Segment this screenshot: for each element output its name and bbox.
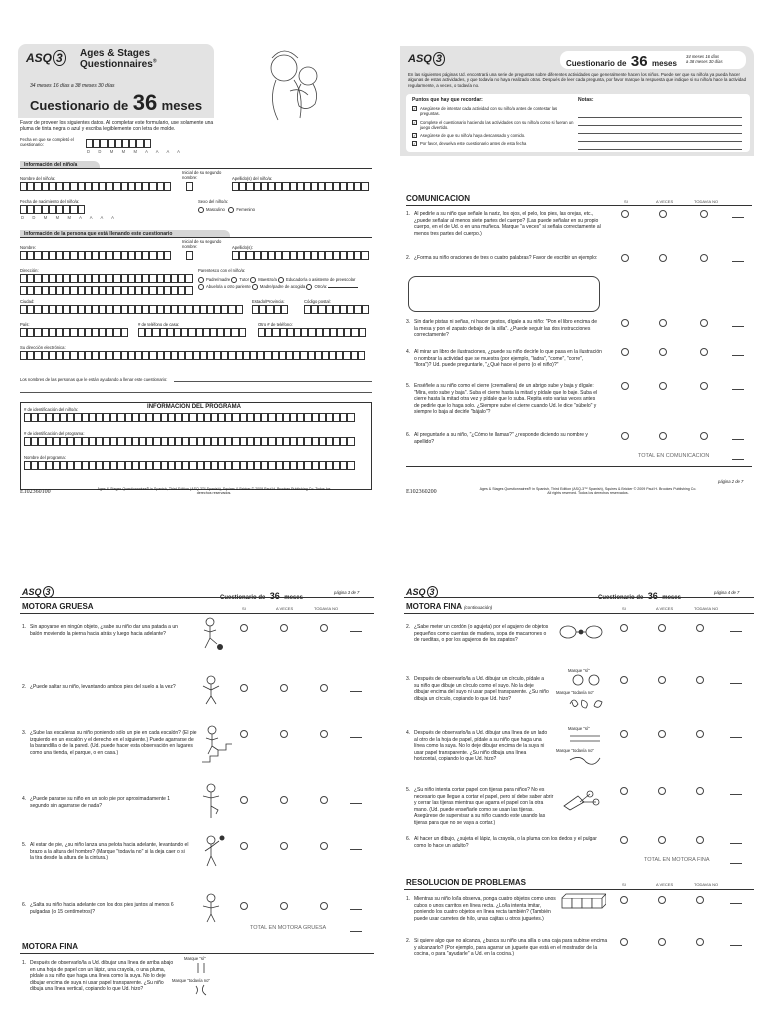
q3-notyet-radio[interactable] — [320, 730, 328, 738]
remember-heading: Puntos que hay que recordar: — [412, 97, 483, 103]
q6-notyet-radio[interactable] — [696, 836, 704, 844]
q2-yes-radio[interactable] — [240, 684, 248, 692]
relation-label: Parentesco con el niño/a: — [198, 268, 246, 273]
q6-notyet-radio[interactable] — [320, 902, 328, 910]
q6-score[interactable] — [350, 909, 362, 910]
q4-yes-radio[interactable] — [621, 348, 629, 356]
q3-yes-radio[interactable] — [620, 676, 628, 684]
brand-title: Ages & Stages Questionnaires® — [80, 48, 157, 70]
total-label: TOTAL EN COMUNICACION — [638, 453, 710, 459]
page-3-gross-motor: ASQ 3 Cuestionario de 36 meses página 3 de 7 MOTORA GRUESA SI A VECES TODAVIA NO 1. Sin apoyarse en ningún objeto, ¿sabe su niño dar una patada a un balón moviendo la pierna hacia atrás y luego hacia adelante? 2. ¿Puede saltar su niño, levantando ambos pies del suelo a la vez? 3. ¿Sube las escaleras su niño poniendo sólo un pie en cada escalón? (El pie izquierdo en un escalón y el derecho en el siguiente.) Puede agarrarse de la barandilla o de la pared. (Ud. puede hacer esta observación en lugares como una tienda, el parque, o en casa.) 4. ¿Puede pararse su niño en un solo pie por aproximadamente 1 segundo sin agarrarse de nada? 5. Al estar de pie, ¿su niño lanza una pelota hacia adelante, levantando el brazo a la altura del hombro? (Marque "todavía no" si la deja caer o si la tira desde la altura de la cintura.) 6. ¿Salta su niño hacia adelante con los dos pies juntos al menos 6 pulgadas (o 15 centímetros)? TOTAL EN MOTORA GRUESA MOTORA FINA 1. Después de observarlo/la a Ud. dibujar una línea de arriba abajo en una hoja de papel con un lápiz, una crayola, o una pluma, pídale a su niño que haga una línea como la suya. No lo deje dibujar encima de suya ni usar papel transparente. ¿Su niño dibuja una línea vertical, copiando lo que Ud. hizo? Marque "sí" Marque "todavía no" — [14, 580, 380, 1024]
rel-teacher-radio[interactable] — [250, 277, 256, 283]
ps2-notyet-radio[interactable] — [696, 938, 704, 946]
home-phone-input[interactable] — [138, 328, 246, 337]
question-6: Al hacer un dibujo, ¿sujeta el lápiz, la crayola, o la pluma con los dedos y el pulgar como lo hace un adulto? — [414, 836, 597, 849]
page-number: página 4 de 7 — [714, 590, 740, 595]
question-1: Al pedirle a su niño que señale la nariz, los ojos, el pelo, los pies, las orejas, etc., ¿puede señalar al menos siete partes del cuerpo? (Las puede señalar en su propio cuerpo, en el de Ud. o en una muñeca. Marque "a veces" si señala correctamente al menos tres partes del cuerpo.) — [414, 211, 601, 237]
program-name-input[interactable] — [24, 461, 355, 470]
sex-female-radio[interactable] — [228, 207, 234, 213]
asq-logo: ASQ 3 — [406, 586, 438, 598]
program-id-label: # de identificación del programa: — [24, 431, 85, 436]
mark-yes-caption-2: Marque "sí" — [568, 726, 590, 731]
mark-notyet-caption: Marque "todavía no" — [556, 690, 594, 695]
q2-sometimes-radio[interactable] — [280, 684, 288, 692]
col2-yes: SI — [622, 882, 626, 887]
form-code: E102360200 — [406, 489, 437, 495]
page-title: Cuestionario de 36 meses — [220, 591, 303, 601]
total-score[interactable] — [730, 863, 742, 864]
helpers-label: Los nombres de las personas que le están ayudando a llenar este cuestionario: — [20, 377, 168, 382]
question-3: Sin darle pistas ni señas, ni hacer gestos, dígale a su niño: "Pon el libro encima de la mesa y pon el zapato debajo de la silla". ¿Puede seguir las dos instrucciones correctamente? — [414, 319, 597, 338]
page-title: Cuestionario de 36 meses — [30, 90, 203, 115]
q4-score[interactable] — [350, 803, 362, 804]
horizontal-line-example-notyet — [566, 754, 606, 766]
q1-sometimes-radio[interactable] — [280, 624, 288, 632]
child-jumping-illustration — [198, 674, 224, 710]
ps2-sometimes-radio[interactable] — [658, 938, 666, 946]
birth-date-input[interactable] — [20, 205, 85, 214]
intro-text: Favor de proveer los siguientes datos. Al completar este formulario, use solamente una pluma de tinta negra o azul y escriba legiblemente con letra de molde. — [20, 120, 214, 133]
form-code: E102360100 — [20, 489, 51, 495]
q4-score[interactable] — [732, 355, 744, 356]
q5-sometimes-radio[interactable] — [659, 382, 667, 390]
age-range: 34 meses 16 días a 38 meses 30 días — [686, 54, 723, 65]
email-input[interactable] — [20, 351, 365, 360]
ps1-sometimes-radio[interactable] — [658, 896, 666, 904]
vertical-line-example-yes — [186, 962, 216, 974]
total-label: TOTAL EN MOTORA FINA — [644, 857, 710, 863]
q3-yes-radio[interactable] — [621, 319, 629, 327]
ps-question-2: Si quiere algo que no alcanza, ¿busca su niño una silla o una caja para subirse encima y alcanzarlo? (Por ejemplo, para agarrar un juguete que está en el mostrador de la cocina, o para "ayudarle" a Ud. en la cocina.) — [414, 938, 608, 957]
q1-notyet-radio[interactable] — [320, 624, 328, 632]
q5-notyet-radio[interactable] — [320, 842, 328, 850]
q6-yes-radio[interactable] — [621, 432, 629, 440]
name-label: Nombre: — [20, 245, 37, 250]
state-input[interactable] — [252, 305, 288, 314]
question-5: Al estar de pie, ¿su niño lanza una pelota hacia adelante, levantando el brazo a la altura del hombro? (Marque "todavía no" si la deja caer o si la tira desde la altura de la cintura.) — [30, 842, 189, 861]
sex-male-radio[interactable] — [198, 207, 204, 213]
q6-sometimes-radio[interactable] — [280, 902, 288, 910]
child-climbing-stairs-illustration — [200, 724, 232, 764]
q6-sometimes-radio[interactable] — [659, 432, 667, 440]
col-yes: SI — [624, 199, 628, 204]
question-3: Después de observarlo/la a Ud. dibujar un círculo, pídale a su niño que dibuje un círculo como el suyo. No la deje dibujar encima del suyo ni usar papel transparente. ¿Su niño dibuja un círculo, copiando lo que Ud. hizo? — [414, 676, 549, 702]
home-phone-label: # de teléfono de casa: — [138, 322, 180, 327]
q6-yes-radio[interactable] — [620, 836, 628, 844]
vertical-line-example-notyet — [186, 984, 216, 996]
q2-sometimes-radio[interactable] — [659, 254, 667, 262]
col-sometimes: A VECES — [656, 606, 674, 611]
q3-sometimes-radio[interactable] — [658, 676, 666, 684]
scissors-cutting-illustration — [560, 786, 608, 814]
q5-yes-radio[interactable] — [620, 787, 628, 795]
col2-not-yet: TODAVIA NO — [694, 882, 719, 887]
child-surname-input[interactable] — [232, 182, 369, 191]
page-number: página 2 de 7 — [718, 479, 744, 484]
ps2-yes-radio[interactable] — [620, 938, 628, 946]
q6-sometimes-radio[interactable] — [658, 836, 666, 844]
child-kicking-ball-illustration — [196, 616, 224, 652]
q2-sometimes-radio[interactable] — [658, 624, 666, 632]
birth-date-format: D D M M M A A A A — [21, 215, 118, 220]
section2-heading: RESOLUCION DE PROBLEMAS — [406, 878, 527, 887]
page-title: Cuestionario de 36 meses — [566, 53, 677, 70]
ps1-yes-radio[interactable] — [620, 896, 628, 904]
col2-sometimes: A VECES — [656, 882, 674, 887]
q2-score[interactable] — [350, 691, 362, 692]
check-icon: ✓ — [413, 141, 417, 147]
date-label: Fecha en que se completó el cuestionario: — [20, 137, 74, 148]
zip-label: Código postal: — [304, 299, 331, 304]
notes-heading: Notas: — [578, 97, 594, 103]
question-2: ¿Puede saltar su niño, levantando ambos pies del suelo a la vez? — [30, 684, 176, 690]
q2-score[interactable] — [730, 631, 742, 632]
q4-sometimes-radio[interactable] — [658, 730, 666, 738]
q2-notyet-radio[interactable] — [696, 624, 704, 632]
child-info-heading: Información del niño/a — [20, 161, 100, 169]
col-not-yet: TODAVIA NO — [694, 606, 719, 611]
q1-score[interactable] — [732, 217, 744, 218]
page-4-fine-motor: ASQ 3 Cuestionario de 36 meses página 4 de 7 MOTORA FINA (continuación) SI A VECES TODAVIA NO 2. ¿Sabe meter un cordón (o agujeta) por el agujero de objetos pequeños como cuentas de madera, sopa de macarrones o de rueditas, o por los agujeros de los zapatos? 3. Después de observarlo/la a Ud. dibujar un círculo, pídale a su niño que dibuje un círculo como el suyo. No la deje dibujar encima del suyo ni usar papel transparente. ¿Su niño dibuja un círculo, copiando lo que Ud. hizo? Marque "sí" Marque "todavía no" 4. Después de observarlo/la a Ud. dibujar una línea de un lado al otro de la hoja de papel, pídale a su niño que haga una línea como la suya. No lo deje dibujar encima de la suya ni usar papel transparente. ¿Su niño dibuja una línea horizontal, copiando lo que Ud. hizo? Marque "sí" Marque "todavía no" 5. ¿Su niño intenta cortar papel con tijeras para niños? No es necesario que llegue a cortar el papel, pero sí debe saber abrir y cerrar las tijeras mientras que agarra el papel con la otra mano. (Ud. puede enseñarle como se usan las tijeras. Asegúrese de supervisar a su niño cuando este usando las tijeras para que no se vaya a cortar.) 6. Al hacer un dibujo, ¿sujeta el lápiz, la crayola, o la pluma con los dedos y el pulgar como lo hace un adulto? TOTAL EN MOTORA FINA RESOLUCION DE PROBLEMAS SI A VECES TODAVIA NO 1. Mientras su niño lo/la observa, ponga cuatro objetos como unos cubos o unos carritos en línea recta. ¿Lo/la intenta imitar, poniendo los cuatro objetos en línea recta también? (También puede usar carretes de hilo, unas cajitas u otros juguetes.) 2. Si quiere algo que no alcanza, ¿busca su niño una silla o una caja para subirse encima y alcanzarlo? (Por ejemplo, para agarrar un juguete que está en el mostrador de la cocina, o para "ayudarle" a Ud. en la cocina.) — [398, 580, 758, 1024]
age-range: 34 meses 16 días a 38 meses 30 días — [30, 83, 115, 89]
total-score[interactable] — [350, 931, 362, 932]
q2-yes-radio[interactable] — [621, 254, 629, 262]
q3-yes-radio[interactable] — [240, 730, 248, 738]
fine-question-1: Después de observarlo/la a Ud. dibujar una línea de arriba abajo en una hoja de papel con un lápiz, una crayola, o una pluma, pídale a su niño que haga una línea como la suya. No lo deje dibujar encima de suya ni usar papel transparente. ¿Su niño dibuja una línea vertical, copiando lo que Ud. hizo? — [30, 960, 174, 992]
q4-sometimes-radio[interactable] — [659, 348, 667, 356]
rel-educator-radio[interactable] — [278, 277, 284, 283]
email-label: Su dirección electrónica: — [20, 345, 66, 350]
example-answer-box[interactable] — [408, 276, 600, 312]
mark-notyet-caption-2: Marque "todavía no" — [556, 748, 594, 753]
asq-logo: ASQ 3 — [22, 586, 54, 598]
question-4: Después de observarlo/la a Ud. dibujar una línea de un lado al otro de la hoja de papel, pídale a su niño que haga una línea como la suya. No lo deje dibujar encima de la suya ni usar papel transparente. ¿Su niño dibuja una línea horizontal, copiando lo que Ud. hizo? — [414, 730, 548, 762]
q2-score[interactable] — [732, 261, 744, 262]
q4-notyet-radio[interactable] — [320, 796, 328, 804]
section-heading: COMUNICACION — [406, 194, 470, 203]
q6-score[interactable] — [732, 439, 744, 440]
col-not-yet: TODAVIA NO — [694, 199, 719, 204]
child-initial-input[interactable] — [186, 182, 193, 191]
question-5: ¿Su niño intenta cortar papel con tijeras para niños? No es necesario que llegue a cortar el papel, pero sí debe saber abrir y cerrar las tijeras mientras que agarra el papel con la otra mano. (Ud. puede enseñarle como se usan las tijeras. Asegúrese de supervisar a su niño cuando este usando las tijeras para que no se vaya a cortar.) — [414, 787, 554, 826]
child-name-input[interactable] — [20, 182, 171, 191]
question-4: Al mirar un libro de ilustraciones, ¿puede su niño decirle lo que pasa en la ilustración o nombrar la actividad que se muestra (por ejemplo, "ladra", "come", "corre", "llora")? Ud. puede preguntarle, "¿Qué hace el perro (o el niño)?" — [414, 349, 602, 368]
q4-score[interactable] — [730, 737, 742, 738]
horizontal-line-example-yes — [566, 732, 606, 744]
q5-notyet-radio[interactable] — [700, 382, 708, 390]
q6-score[interactable] — [730, 843, 742, 844]
relation-options: Padre/madre Tutor Maestro/a Educador/a o asistente de preescolar Abuelo/a u otro pariente Madre/padre de acogida Otro/a: — [198, 276, 368, 290]
question-5: Enséñele a su niño como el cierre (cremallera) de un abrigo sube y baja y dígale: "Mira, esto sube y baja". Suba el cierre hasta la mitad y pídale que lo baje. Suba el cierre hasta la mitad otra vez y pídale que lo suba. Repita esto varias veces antes de pedirle que lo haga solo. ¿Siempre sube el cierre cuando Ud. le dice "súbelo" y siempre lo baja al decirle "bájalo"? — [414, 383, 598, 415]
col-yes: SI — [622, 606, 626, 611]
page-2-communication: ASQ 3 Cuestionario de 36 meses 34 meses 16 días a 38 meses 30 días En las siguientes páginas Ud. encontrará una serie de preguntas sobre diferentes actividades que generalmente hacen los niños. Puede ser que su niño/a ya pueda hacer algunas de estas actividades, y que todavía no haya realizado otras. Después de leer cada pregunta, por favor marque la respuesta que indique si su niño/a hace la actividad regularmente, a veces, o todavía no. Puntos que hay que recordar: Notas: ✓ Asegúrese de intentar cada actividad con su niño/a antes de contestar las preguntas. ✓ Complete el cuestionario haciendo las actividades con su niño/a como si fueran un juego divertido. ✓ Asegúrese de que su niño/a haya descansado y comido. ✓ Por favor, devuelva este cuestionario antes de esta fecha COMUNICACION SI A VECES TODAVIA NO 1. Al pedirle a su niño que señale la nariz, los ojos, el pelo, los pies, las orejas, etc., ¿puede señalar al menos siete partes del cuerpo? (Las puede señalar en su propio cuerpo, en el de Ud. o en una muñeca. Marque "a veces" si señala correctamente al menos tres partes del cuerpo.) 2. ¿Forma su niño oraciones de tres o cuatro palabras? Favor de escribir un ejemplo: 3. Sin darle pistas ni señas, ni hacer gestos, dígale a su niño: "Pon el libro encima de la mesa y pon el zapato debajo de la silla". ¿Puede seguir las dos instrucciones correctamente? 4. Al mirar un libro de ilustraciones, ¿puede su niño decirle lo que pasa en la ilustración o nombrar la actividad que se muestra (por ejemplo, "ladra", "come", "corre", "llora")? Ud. puede preguntarle, "¿Qué hace el perro (o el niño)?" 5. Enséñele a su niño como el cierre (cremallera) de un abrigo sube y baja y dígale: "Mira, esto sube y baja". Suba el cierre hasta la mitad y pídale que lo baje. Suba el cierre hasta la mitad otra vez y pídale que lo suba. Repita esto varias veces antes de pedirle que lo haga solo. ¿Siempre sube el cierre cuando Ud. le dice "súbelo" y siempre lo baja al decirle "bájalo"? 6. Al preguntarle a su niño, "¿Cómo te llamas?" ¿responde diciendo su nombre y apellido? TOTAL EN COMUNICACION página 2 de 7 E102360200 Ages & Stages Questionnaires® in Spanish, Third Edition (ASQ-3™ Spanish), Squires & Bricker © 2009 Paul H. Brookes Publishing Co. All rights reserved. Todos los derechos reservados. — [398, 40, 758, 510]
col-sometimes: A VECES — [656, 199, 674, 204]
q2-yes-radio[interactable] — [620, 624, 628, 632]
helpers-input[interactable] — [174, 381, 372, 382]
q1-yes-radio[interactable] — [621, 210, 629, 218]
col-sometimes: A VECES — [276, 606, 294, 611]
mark-yes-caption: Marque "sí" — [184, 956, 206, 961]
q5-score[interactable] — [350, 849, 362, 850]
ps2-score[interactable] — [730, 945, 742, 946]
q6-yes-radio[interactable] — [240, 902, 248, 910]
asq-logo: ASQ 3 — [408, 52, 445, 66]
initial-label: Inicial de su segundo nombre: — [182, 239, 222, 250]
country-label: País: — [20, 322, 30, 327]
circle-example-yes — [568, 673, 604, 687]
helpers-input-2[interactable] — [20, 392, 372, 393]
question-1: Sin apoyarse en ningún objeto, ¿sabe su niño dar una patada a un balón moviendo la pierna hacia atrás y luego hacia adelante? — [30, 624, 178, 637]
surname-input[interactable] — [232, 251, 369, 260]
rel-tutor-radio[interactable] — [231, 277, 237, 283]
q5-sometimes-radio[interactable] — [658, 787, 666, 795]
child-one-foot-illustration — [198, 782, 224, 822]
child-hopping-forward-illustration — [198, 892, 226, 928]
rel-parent-radio[interactable] — [198, 277, 204, 283]
q1-notyet-radio[interactable] — [700, 210, 708, 218]
mark-notyet-caption: Marque "todavía no" — [172, 978, 210, 983]
total-label: TOTAL EN MOTORA GRUESA — [250, 925, 327, 931]
q3-score[interactable] — [732, 326, 744, 327]
q5-notyet-radio[interactable] — [696, 787, 704, 795]
mark-yes-caption: Marque "sí" — [568, 668, 590, 673]
q4-yes-radio[interactable] — [240, 796, 248, 804]
tips-list: ✓ Asegúrese de intentar cada actividad con su niño/a antes de contestar las preguntas. ✓ Complete el cuestionario haciendo las actividades con su niño/a como si fueran un juego divertido. ✓ Asegúrese de que su niño/a haya descansado y comido. ✓ Por favor, devuelva este cuestionario antes de esta fecha — [413, 106, 574, 147]
threading-beads-illustration — [556, 622, 606, 642]
name-input[interactable] — [20, 251, 171, 260]
zip-input[interactable] — [304, 305, 369, 314]
child-id-label: # de identificación del niño/a: — [24, 407, 79, 412]
program-id-input[interactable] — [24, 437, 355, 446]
city-input[interactable] — [20, 305, 243, 314]
ps-question-1: Mientras su niño lo/la observa, ponga cuatro objetos como unos cubos o unos carritos en línea recta. ¿Lo/la intenta imitar, poniendo los cuatro objetos en línea recta también? (También puede usar carretes de hilo, unas cajitas u otros juguetes.) — [414, 896, 556, 922]
q5-yes-radio[interactable] — [240, 842, 248, 850]
copyright-footer: Ages & Stages Questionnaires® in Spanish, Third Edition (ASQ-3™ Spanish), Squires & Bricker © 2009 Paul H. Brookes Publishing Co. All rights reserved. Todos los derechos reservados. — [479, 487, 697, 496]
q4-notyet-radio[interactable] — [696, 730, 704, 738]
blocks-in-row-illustration — [560, 892, 606, 910]
question-3: ¿Sube las escaleras su niño poniendo sólo un pie en cada escalón? (El pie izquierdo en un escalón y el derecho en el siguiente.) Puede agarrarse de la barandilla o de la pared. (Ud. puede hacer esta observación en lugares como una tienda, el parque, o en casa.) — [30, 730, 197, 756]
q4-yes-radio[interactable] — [620, 730, 628, 738]
circle-example-notyet — [566, 696, 606, 710]
question-6: ¿Salta su niño hacia adelante con los dos pies juntos al menos 6 pulgadas (o 15 centímetros)? — [30, 902, 174, 915]
question-2: ¿Forma su niño oraciones de tres o cuatro palabras? Favor de escribir un ejemplo: — [414, 255, 598, 261]
question-6: Al preguntarle a su niño, "¿Cómo te llamas?" ¿responde diciendo su nombre y apellido? — [414, 432, 588, 445]
q3-score[interactable] — [350, 737, 362, 738]
page-number: página 3 de 7 — [334, 590, 360, 595]
state-label: Estado/Provincia: — [252, 299, 285, 304]
notes-lines[interactable] — [578, 110, 742, 150]
country-input[interactable] — [20, 328, 128, 337]
q5-yes-radio[interactable] — [621, 382, 629, 390]
child-initial-label: Inicial de su segundo nombre: — [182, 170, 222, 181]
q3-notyet-radio[interactable] — [696, 676, 704, 684]
address-label: Dirección: — [20, 268, 39, 273]
date-completed-input[interactable] — [86, 139, 151, 148]
q5-score[interactable] — [732, 389, 744, 390]
q4-sometimes-radio[interactable] — [280, 796, 288, 804]
child-throwing-ball-illustration — [198, 832, 228, 872]
q3-sometimes-radio[interactable] — [659, 319, 667, 327]
q1-score[interactable] — [350, 631, 362, 632]
address-input-1[interactable] — [20, 274, 193, 283]
ps1-score[interactable] — [730, 903, 742, 904]
q2-notyet-radio[interactable] — [320, 684, 328, 692]
q5-score[interactable] — [730, 794, 742, 795]
page-title: Cuestionario de 36 meses — [598, 591, 681, 601]
intro-text: En las siguientes páginas Ud. encontrará una serie de preguntas sobre diferentes actividades que generalmente hacen los niños. Puede ser que su niño/a ya pueda hacer algunas de estas actividades, y que todavía no haya realizado otras. Después de leer cada pregunta, por favor marque la respuesta que indique si su niño/a hace la actividad regularmente, a veces, o todavía no. — [408, 72, 747, 88]
q4-notyet-radio[interactable] — [700, 348, 708, 356]
mother-baby-illustration — [246, 46, 346, 124]
q1-yes-radio[interactable] — [240, 624, 248, 632]
sex-label: Sexo del niño/a: — [198, 199, 229, 204]
child-name-label: Nombre del niño/a: — [20, 176, 56, 181]
city-label: Ciudad: — [20, 299, 35, 304]
q3-notyet-radio[interactable] — [700, 319, 708, 327]
sex-options: Masculino Femenino — [198, 207, 255, 213]
program-info-heading: INFORMACION DEL PROGRAMA — [147, 404, 241, 410]
date-format-hint: D D M M M A A A A — [87, 149, 184, 154]
check-icon: ✓ — [413, 106, 417, 111]
child-id-input[interactable] — [24, 413, 355, 422]
child-surname-label: Apellido(s) del niño/a: — [232, 176, 273, 181]
ps1-notyet-radio[interactable] — [696, 896, 704, 904]
respondent-heading: Información de la persona que está llenando este cuestionario — [20, 230, 230, 238]
section-heading: MOTORA GRUESA — [22, 602, 94, 611]
col-yes: SI — [242, 606, 246, 611]
check-icon: ✓ — [413, 119, 417, 125]
surname-label: Apellido(s): — [232, 245, 253, 250]
q2-notyet-radio[interactable] — [700, 254, 708, 262]
q3-score[interactable] — [730, 683, 742, 684]
total-score[interactable] — [732, 459, 744, 460]
copyright-footer: Ages & Stages Questionnaires® in Spanish, Third Edition (ASQ-3™ Spanish), Squires & Bricker © 2009 Paul H. Brookes Publishing Co. Todos los derechos reservados. — [97, 487, 331, 496]
other-phone-label: Otro # de teléfono: — [258, 322, 293, 327]
question-2: ¿Sabe meter un cordón (o agujeta) por el agujero de objetos pequeños como cuentas de madera, sopa de macarrones o de rueditas, o por los agujeros de los zapatos? — [414, 624, 549, 643]
q1-sometimes-radio[interactable] — [659, 210, 667, 218]
q5-sometimes-radio[interactable] — [280, 842, 288, 850]
col-not-yet: TODAVIA NO — [314, 606, 339, 611]
section2-heading: MOTORA FINA — [22, 942, 78, 951]
initial-input[interactable] — [186, 251, 193, 260]
other-phone-input[interactable] — [258, 328, 366, 337]
page-1-cover — [14, 40, 380, 510]
rel-other-radio[interactable] — [306, 284, 312, 290]
q6-notyet-radio[interactable] — [700, 432, 708, 440]
rel-grandparent-radio[interactable] — [198, 284, 204, 290]
section-heading: MOTORA FINA (continuación) — [406, 602, 493, 611]
check-icon: ✓ — [413, 133, 417, 138]
q3-sometimes-radio[interactable] — [280, 730, 288, 738]
program-name-label: Nombre del programa: — [24, 455, 66, 460]
rel-foster-radio[interactable] — [252, 284, 258, 290]
birth-date-label: Fecha de nacimiento del niño/a: — [20, 199, 80, 204]
asq-logo: ASQ 3 — [26, 50, 66, 66]
question-4: ¿Puede pararse su niño en un solo pie por aproximadamente 1 segundo sin agarrarse de nada? — [30, 796, 171, 809]
address-input-2[interactable] — [20, 286, 193, 295]
